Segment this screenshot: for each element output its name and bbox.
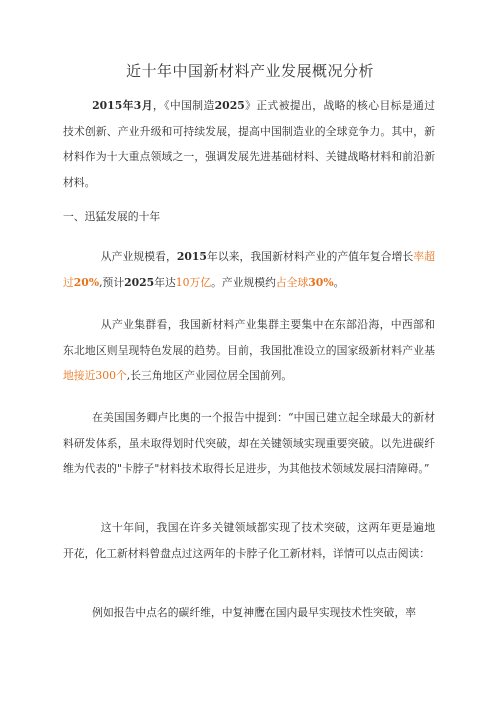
intro-text-1: ，《中国制造	[152, 99, 215, 112]
scale-text-3: ,预计	[99, 275, 125, 289]
cluster-highlight: 地接近300个	[63, 369, 127, 382]
scale-year-2: 2025	[124, 275, 155, 289]
scale-text-4: 年达	[154, 275, 176, 289]
example-paragraph: 例如报告中点名的碳纤维，中复神鹰在国内最早实现技术性突破，率	[92, 606, 417, 619]
report-paragraph: 在美国国务卿卢比奥的一个报告中提到：“中国已建立起全球最大的新材料研发体系，虽未取得划时代突破，却在关键领域实现重要突破。以先进碳纤维为代表的"卡脖子"材料技术取得长足进步，为其他技术领域发展扫清障碍。”	[63, 411, 435, 475]
scale-highlight-1: 率超过	[63, 250, 436, 289]
scale-paragraph	[63, 244, 435, 295]
intro-year: 2025	[214, 99, 245, 112]
intro-paragraph	[63, 93, 435, 195]
scale-highlight-1b: 20%	[73, 275, 100, 289]
intro-date: 2015年3月	[92, 99, 153, 112]
scale-text-1: 从产业规模看，	[100, 250, 177, 263]
scale-text-5: 。产业规模约	[211, 275, 276, 289]
cluster-paragraph	[63, 312, 435, 389]
scale-text-6: 。	[333, 275, 345, 289]
decade-paragraph: 这十年间，我国在许多关键领域都实现了技术突破，这两年更是遍地开花，化工新材料曾盘点过这两年的卡脖子化工新材料，详情可以点击阅读：	[63, 521, 435, 560]
cluster-text-1: 从产业集群看，我国新材料产业集群主要集中在东部沿海，中西部和东北地区则呈现特色发展的趋势。目前，我国批准设立的国家级新材料产业基	[63, 318, 435, 357]
scale-highlight-2: 10万亿	[175, 275, 212, 289]
scale-text-2: 年以来，我国新材料产业的产值年复合增长	[206, 250, 414, 263]
section-heading: 一、迅猛发展的十年	[63, 210, 161, 223]
intro-text-2: 》正式被提出，战略的核心目标是通过技术创新、产业升级和可持续发展，提高中国制造业的全球竞争力。其中，新材料作为十大重点领域之一，强调发展先进基础材料、关键战略材料和前沿新材料。	[63, 99, 436, 189]
scale-highlight-3: 占全球	[275, 275, 309, 289]
cluster-text-2: ,长三角地区产业园位居全国前列。	[126, 369, 293, 382]
scale-highlight-3b: 30%	[308, 275, 334, 289]
document-title: 近十年中国新材料产业发展概况分析	[125, 62, 374, 80]
scale-year-1: 2015	[176, 250, 207, 263]
